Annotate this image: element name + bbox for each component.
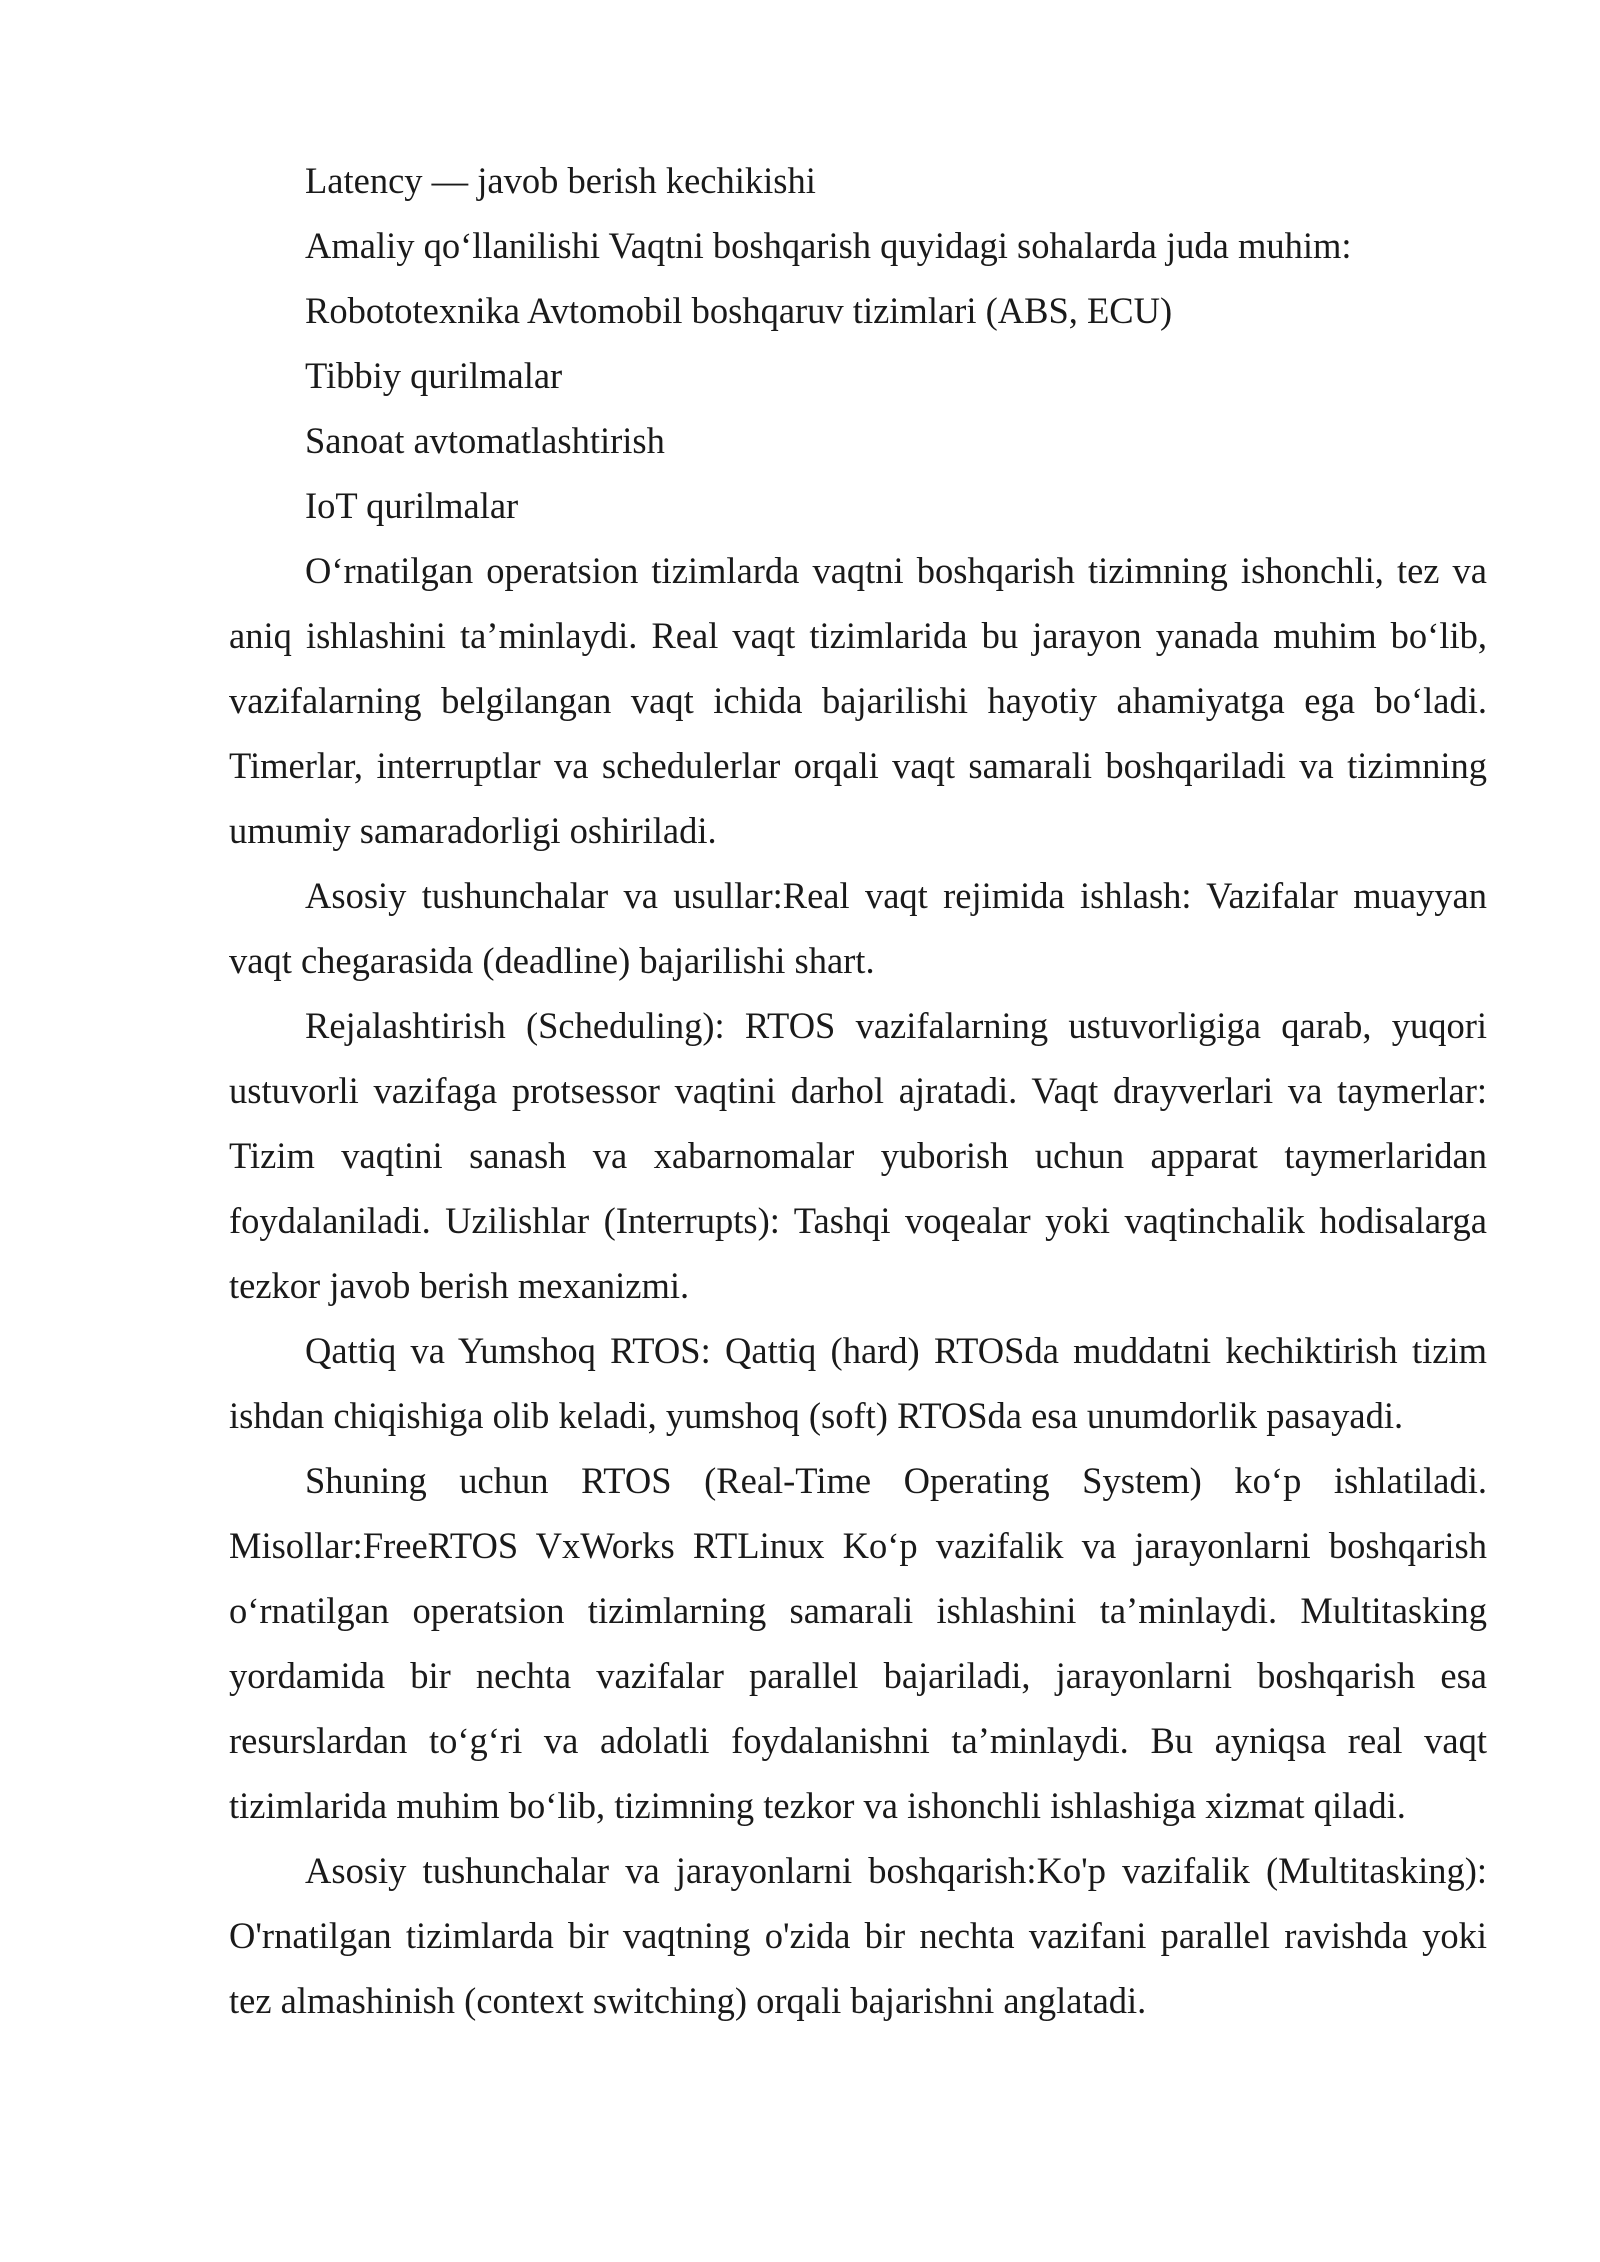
text-line-medical-devices: Tibbiy qurilmalar — [305, 355, 563, 396]
paragraph-multitasking: Asosiy tushunchalar va jarayonlarni boshqarish:Ko'p vazifalik (Multitasking): O'rnatilgan tizimlarda bir vaqtning o'zida bir nechta vazifani parallel ravishda yoki tez almashinish (context switching) orqali bajarishni anglatadi. — [229, 1850, 1487, 2021]
paragraph-hard-soft-rtos: Qattiq va Yumshoq RTOS: Qattiq (hard) RTOSda muddatni kechiktirish tizim ishdan chiqishiga olib keladi, yumshoq (soft) RTOSda esa unumdorlik pasayadi. — [229, 1330, 1487, 1436]
text-line-iot-devices: IoT qurilmalar — [305, 485, 519, 526]
paragraph-scheduling: Rejalashtirish (Scheduling): RTOS vazifalarning ustuvorligiga qarab, yuqori ustuvorli vazifaga protsessor vaqtini darhol ajratadi. Vaqt drayverlari va taymerlar: Tizim vaqtini sanash va xabarnomalar yuborish uchun apparat taymerlaridan foydalaniladi. Uzilishlar (Interrupts): Tashqi voqealar yoki vaqtinchalik hodisalarga tezkor javob berish mexanizmi. — [229, 1005, 1487, 1306]
paragraph-basic-concepts: Asosiy tushunchalar va usullar:Real vaqt rejimida ishlash: Vazifalar muayyan vaqt chegarasida (deadline) bajarilishi shart. — [229, 875, 1487, 981]
paragraph-rtos-examples: Shuning uchun RTOS (Real-Time Operating System) ko‘p ishlatiladi. Misollar:FreeRTOS VxWorks RTLinux Ko‘p vazifalik va jarayonlarni boshqarish o‘rnatilgan operatsion tizimlarning samarali ishlashini ta’minlaydi. Multitasking yordamida bir nechta vazifalar parallel bajariladi, jarayonlarni boshqarish esa resurslardan to‘g‘ri va adolatli foydalanishni ta’minlaydi. Bu ayniqsa real vaqt tizimlarida muhim bo‘lib, tizimning tezkor va ishonchli ishlashiga xizmat qiladi. — [229, 1460, 1487, 1826]
paragraph-time-management: O‘rnatilgan operatsion tizimlarda vaqtni boshqarish tizimning ishonchli, tez va aniq ishlashini ta’minlaydi. Real vaqt tizimlarida bu jarayon yanada muhim bo‘lib, vazifalarning belgilangan vaqt ichida bajarilishi hayotiy ahamiyatga ega bo‘ladi. Timerlar, interruptlar va schedulerlar orqali vaqt samarali boshqariladi va tizimning umumiy samaradorligi oshiriladi. — [229, 550, 1487, 851]
text-line-practical-use: Amaliy qo‘llanilishi Vaqtni boshqarish quyidagi sohalarda juda muhim: — [305, 225, 1352, 266]
document-body — [229, 148, 1487, 2033]
text-line-robotics: Robototexnika Avtomobil boshqaruv tizimlari (ABS, ECU) — [305, 290, 1173, 331]
text-line-latency: Latency — javob berish kechikishi — [305, 160, 816, 201]
text-line-industrial-automation: Sanoat avtomatlashtirish — [305, 420, 665, 461]
